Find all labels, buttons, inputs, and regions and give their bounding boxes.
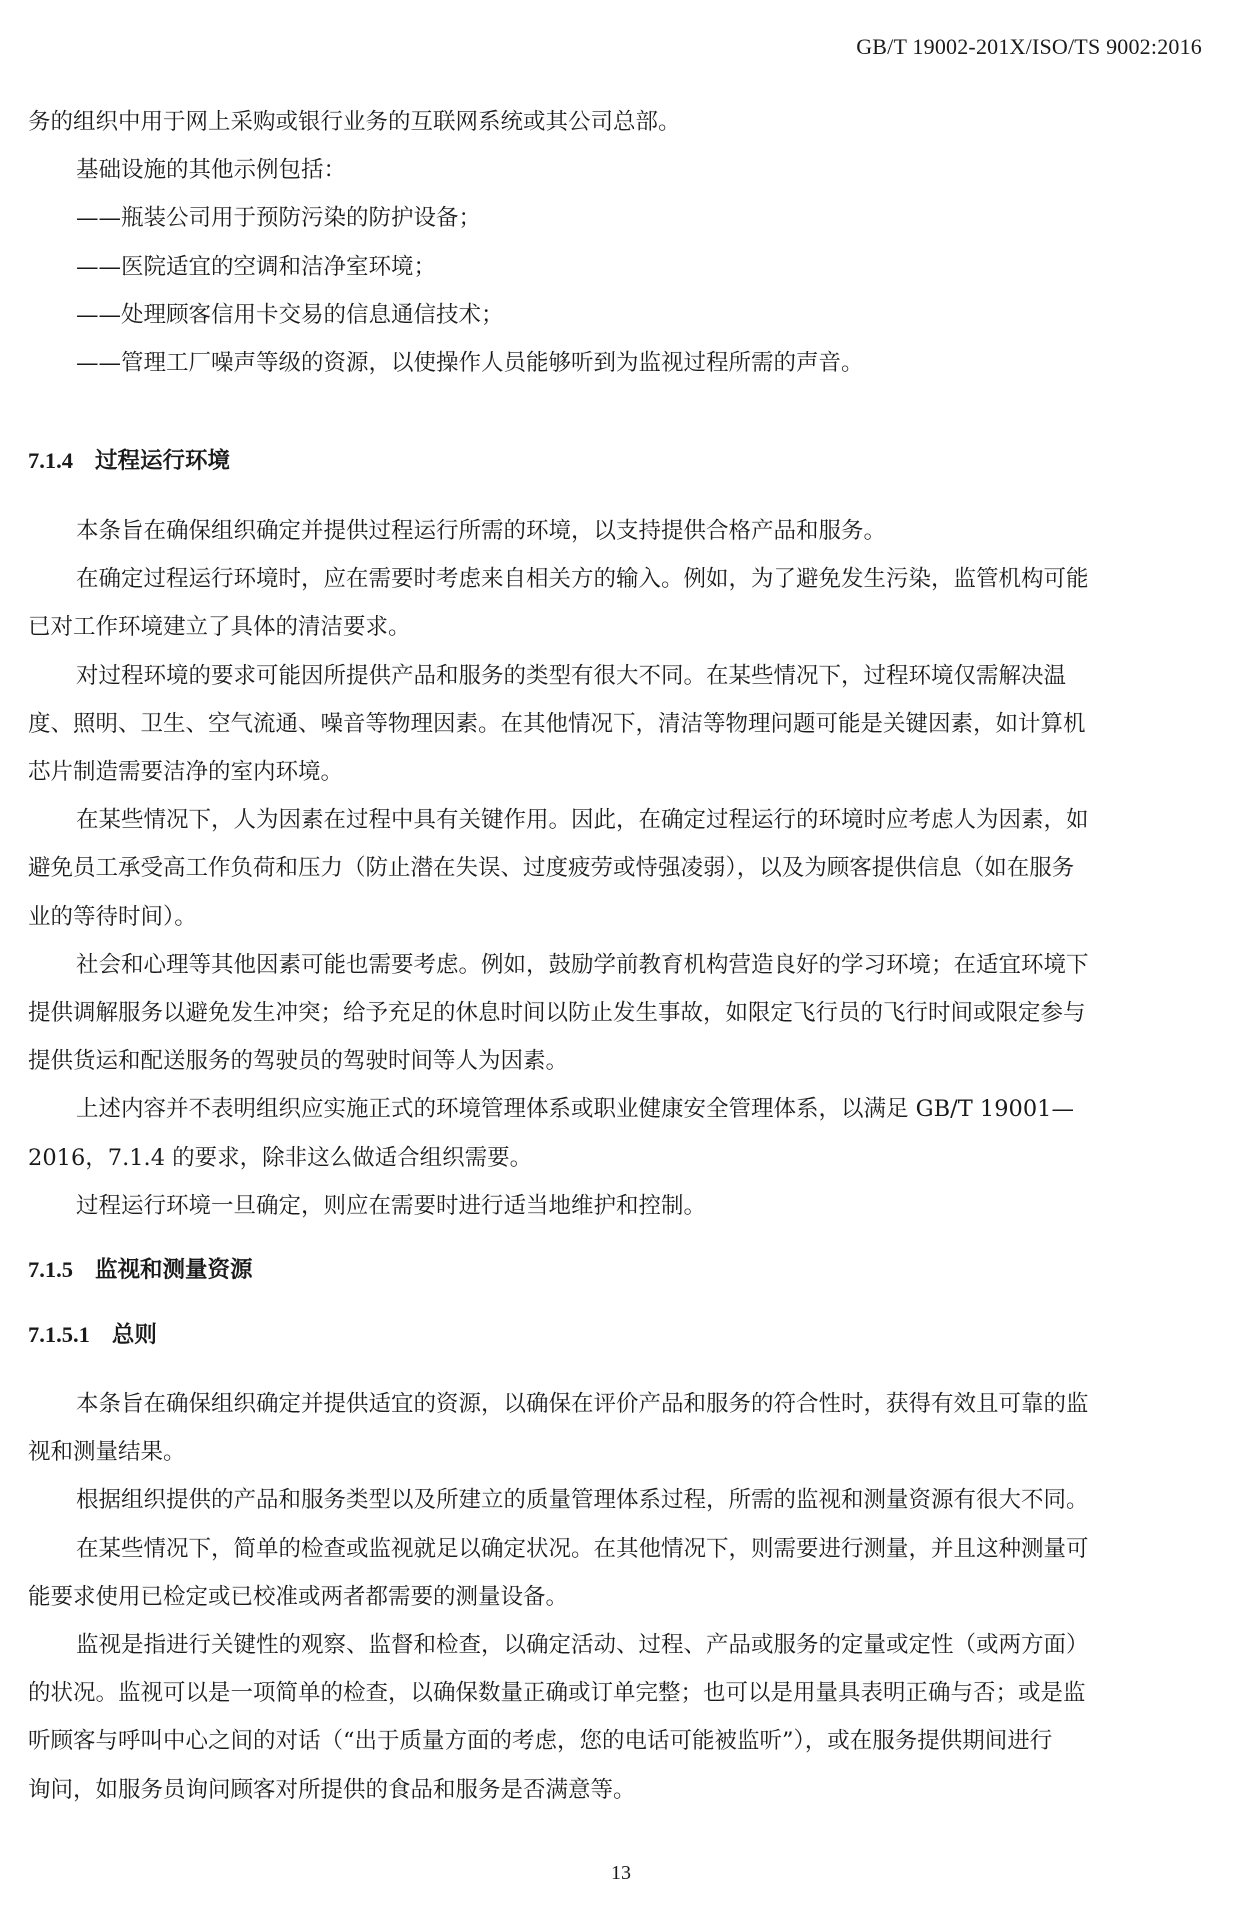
paragraph-line: 社会和心理等其他因素可能也需要考虑。例如，鼓励学前教育机构营造良好的学习环境；在适宜环境下 xyxy=(76,951,1089,978)
section-title: 监视和测量资源 xyxy=(95,1257,253,1283)
paragraph-line: 避免员工承受高工作负荷和压力（防止潜在失误、过度疲劳或恃强凌弱），以及为顾客提供信息（如在服务 xyxy=(28,855,1075,882)
section-number: 7.1.4 xyxy=(28,448,73,473)
section-title: 总则 xyxy=(111,1322,157,1348)
paragraph-line: 基础设施的其他示例包括： xyxy=(76,157,347,184)
paragraph-line: 能要求使用已检定或已校准或两者都需要的测量设备。 xyxy=(28,1583,569,1610)
paragraph-line: 上述内容并不表明组织应实施正式的环境管理体系或职业健康安全管理体系，以满足 GB/T 19001— xyxy=(76,1096,1074,1123)
text-block-714 xyxy=(28,507,1208,1230)
paragraph-line: 本条旨在确保组织确定并提供适宜的资源，以确保在评价产品和服务的符合性时，获得有效且可靠的监 xyxy=(76,1391,1089,1417)
page-number: 13 xyxy=(611,1862,631,1884)
paragraph-line: 2016，7.1.4 的要求，除非这么做适合组织需要。 xyxy=(28,1144,533,1171)
section-heading-714 xyxy=(28,443,230,475)
section-number: 7.1.5.1 xyxy=(28,1322,90,1347)
paragraph-line: 对过程环境的要求可能因所提供产品和服务的类型有很大不同。在某些情况下，过程环境仅需解决温 xyxy=(76,662,1067,689)
standard-header: GB/T 19002-201X/ISO/TS 9002:2016 xyxy=(856,34,1202,59)
list-item: ——处理顾客信用卡交易的信息通信技术； xyxy=(76,301,504,328)
paragraph-line: 提供调解服务以避免发生冲突；给予充足的休息时间以防止发生事故，如限定飞行员的飞行时间或限定参与 xyxy=(28,1000,1086,1027)
list-item: ——医院适宜的空调和洁净室环境； xyxy=(76,253,437,280)
text-block-top xyxy=(28,98,1208,387)
list-item: ——瓶装公司用于预防污染的防护设备； xyxy=(76,205,482,232)
paragraph-line: 监视是指进行关键性的观察、监督和检查，以确定活动、过程、产品或服务的定量或定性（或两方面） xyxy=(76,1632,1089,1659)
list-item: ——管理工厂噪声等级的资源，以使操作人员能够听到为监视过程所需的声音。 xyxy=(76,350,864,377)
section-heading-715 xyxy=(28,1252,253,1284)
paragraph-line: 根据组织提供的产品和服务类型以及所建立的质量管理体系过程，所需的监视和测量资源有很大不同。 xyxy=(76,1487,1089,1514)
section-number: 7.1.5 xyxy=(28,1257,73,1282)
paragraph-line: 在某些情况下，简单的检查或监视就足以确定状况。在其他情况下，则需要进行测量，并且这种测量可 xyxy=(76,1535,1089,1562)
paragraph-line: 在确定过程运行环境时，应在需要时考虑来自相关方的输入。例如，为了避免发生污染，监管机构可能 xyxy=(76,566,1089,593)
paragraph-line: 询问，如服务员询问顾客对所提供的食品和服务是否满意等。 xyxy=(28,1776,636,1803)
text-block-7151 xyxy=(28,1380,1208,1814)
paragraph-line: 已对工作环境建立了具体的清洁要求。 xyxy=(28,614,411,641)
paragraph-line: 业的等待时间）。 xyxy=(28,903,197,930)
paragraph-line: 过程运行环境一旦确定，则应在需要时进行适当地维护和控制。 xyxy=(76,1192,707,1219)
paragraph-line: 在某些情况下，人为因素在过程中具有关键作用。因此，在确定过程运行的环境时应考虑人为因素，如 xyxy=(76,807,1089,834)
paragraph-line: 的状况。监视可以是一项简单的检查，以确保数量正确或订单完整；也可以是用量具表明正确与否；或是监 xyxy=(28,1680,1086,1707)
paragraph-line: 听顾客与呼叫中心之间的对话（“出于质量方面的考虑，您的电话可能被监听”），或在服务提供期间进行 xyxy=(28,1728,1053,1755)
paragraph-line: 芯片制造需要洁净的室内环境。 xyxy=(28,759,344,786)
paragraph-line: 本条旨在确保组织确定并提供过程运行所需的环境，以支持提供合格产品和服务。 xyxy=(76,518,887,544)
paragraph-line: 视和测量结果。 xyxy=(28,1439,186,1466)
paragraph-line: 务的组织中用于网上采购或银行业务的互联网系统或其公司总部。 xyxy=(28,109,681,135)
section-heading-7151 xyxy=(28,1317,157,1349)
paragraph-line: 提供货运和配送服务的驾驶员的驾驶时间等人为因素。 xyxy=(28,1048,569,1075)
section-title: 过程运行环境 xyxy=(95,448,231,474)
paragraph-line: 度、照明、卫生、空气流通、噪音等物理因素。在其他情况下，清洁等物理问题可能是关键因素，如计算机 xyxy=(28,710,1086,737)
